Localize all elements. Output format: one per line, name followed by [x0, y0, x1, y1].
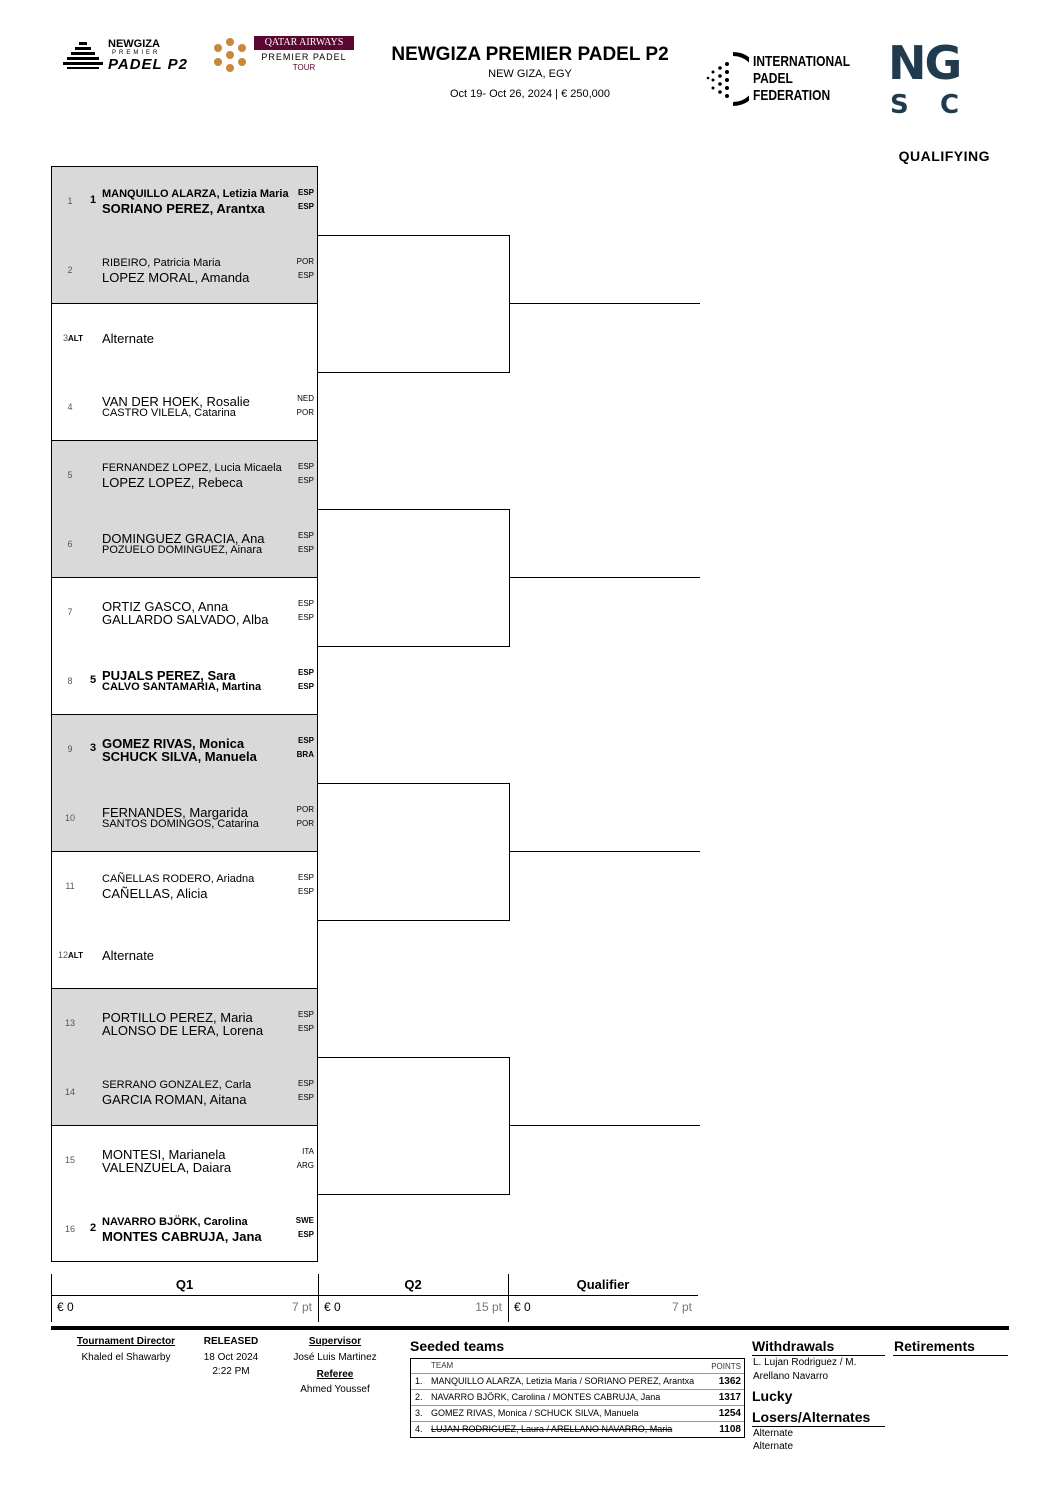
- draw-type-label: QUALIFYING: [898, 148, 990, 164]
- seed-number: 3: [90, 742, 97, 754]
- player-2-nation: ESP: [297, 887, 314, 896]
- player-2-nation: ESP: [297, 270, 314, 280]
- player-1-nation: ITA: [302, 1147, 314, 1156]
- draw-position: 2: [67, 264, 73, 275]
- draw-position: 8: [67, 675, 73, 686]
- player-2-nation: ESP: [297, 1229, 314, 1239]
- qatar-premier-padel-logo: [210, 36, 356, 76]
- lucky-alternate-2: Alternate: [753, 1441, 794, 1452]
- seeded-team-row: [411, 1421, 744, 1437]
- draw-position: 9: [67, 744, 73, 754]
- withdrawal-line2: Arellano Navarro: [753, 1371, 829, 1382]
- q1-winner-line: [318, 509, 509, 510]
- player-2-name: CAÑELLAS, Alicia: [102, 886, 208, 901]
- fip-text: [753, 53, 850, 104]
- seeded-col-points: POINTS: [711, 1362, 741, 1371]
- draw-entry[interactable]: [52, 989, 317, 1058]
- q1-winner-line: [318, 1057, 509, 1058]
- seeded-team-name: MANQUILLO ALARZA, Letizia Maria / SORIANO PEREZ, Arantxa: [431, 1376, 695, 1386]
- player-1-name: DOMINGUEZ GRACIA, Ana: [102, 530, 265, 546]
- premier-padel-label: PREMIER PADEL: [261, 52, 347, 62]
- player-2-nation: ESP: [297, 613, 314, 622]
- q1-winner-line: [318, 235, 509, 236]
- draw-entry[interactable]: [52, 715, 317, 784]
- draw-position: 11: [65, 881, 75, 891]
- seeded-team-name: LUJAN RODRIGUEZ, Laura / ARELLANO NAVARRO, Maria: [431, 1424, 673, 1434]
- draw-entry[interactable]: [52, 647, 317, 716]
- alt-tag: ALT: [68, 334, 83, 343]
- player-1-nation: POR: [296, 256, 314, 266]
- player-2-nation: ESP: [297, 681, 314, 691]
- retirements-title: Retirements: [894, 1338, 975, 1354]
- draw-first-round: [51, 166, 318, 1262]
- draw-position: 10: [64, 812, 75, 823]
- released-label: RELEASED: [203, 1336, 259, 1347]
- draw-entry[interactable]: [52, 784, 317, 853]
- logo-text-premier: PREMIER: [112, 50, 161, 56]
- qatar-airways-label: QATAR AIRWAYS: [254, 36, 354, 50]
- draw-position: 7: [67, 607, 73, 617]
- q1-winner-line: [318, 783, 509, 784]
- player-2-nation: ESP: [297, 1092, 314, 1102]
- round-header-q1: Q1: [175, 1277, 194, 1292]
- player-2-name: CALVO SANTAMARIA, Martina: [102, 680, 262, 693]
- seeded-team-points: 1362: [718, 1376, 741, 1387]
- round-prize-q1: € 0: [57, 1300, 74, 1314]
- draw-entry[interactable]: [52, 921, 317, 990]
- footer-separator: [51, 1326, 1009, 1330]
- player-2-nation: ESP: [297, 1024, 314, 1033]
- player-1-nation: ESP: [297, 599, 314, 608]
- player-1-nation: ESP: [297, 1078, 314, 1088]
- draw-entry[interactable]: [52, 236, 317, 305]
- player-1-name: FERNANDES, Margarida: [102, 804, 248, 820]
- qualifier-line: [509, 577, 700, 578]
- withdrawal-line1: L. Lujan Rodriguez / M.: [753, 1357, 857, 1368]
- qualifier-line: [509, 1125, 700, 1126]
- newgiza-logo: [62, 38, 207, 74]
- player-2-nation: POR: [296, 818, 314, 828]
- player-2-name: SANTOS DOMINGOS, Catarina: [102, 817, 259, 830]
- player-1-nation: ESP: [297, 188, 314, 197]
- fip-text-line2: PADEL: [753, 70, 793, 87]
- seeded-rank: 1.: [415, 1376, 423, 1386]
- round-header-q2: Q2: [404, 1277, 422, 1292]
- withdrawals-title: Withdrawals: [752, 1338, 835, 1354]
- player-2-nation: BRA: [296, 750, 314, 759]
- seeded-team-points: 1317: [718, 1392, 741, 1403]
- seeded-col-team: TEAM: [431, 1361, 454, 1370]
- referee-name: Ahmed Youssef: [300, 1384, 370, 1395]
- round-prize-qualifier: € 0: [514, 1300, 531, 1314]
- seeded-rank: 3.: [415, 1408, 423, 1418]
- player-1-nation: NED: [297, 393, 314, 403]
- flower-icon: [210, 36, 250, 74]
- q1-winner-line: [318, 646, 509, 647]
- player-2-name: LOPEZ LOPEZ, Rebeca: [102, 475, 243, 490]
- player-2-name: GALLARDO SALVADO, Alba: [102, 612, 269, 627]
- supervisor-label: Supervisor: [308, 1336, 362, 1347]
- tournament-title: NEWGIZA PREMIER PADEL P2: [391, 44, 669, 65]
- player-1-nation: ESP: [297, 873, 314, 882]
- seeded-team-name: NAVARRO BJÖRK, Carolina / MONTES CABRUJA, Jana: [431, 1392, 661, 1402]
- qualifier-line: [509, 303, 700, 304]
- seeded-team-row: [411, 1373, 744, 1389]
- player-1-nation: ESP: [297, 462, 314, 471]
- logo-text-padel: PADEL P2: [108, 56, 188, 73]
- ngsc-c-letter: C: [940, 90, 960, 120]
- draw-position: 3: [62, 333, 68, 343]
- draw-position: 4: [67, 401, 73, 412]
- player-2-name: MONTES CABRUJA, Jana: [102, 1228, 262, 1244]
- tour-label: TOUR: [292, 63, 316, 72]
- draw-entry[interactable]: [52, 1195, 317, 1264]
- released-date: 18 Oct 2024: [203, 1352, 259, 1363]
- player-2-name: ALONSO DE LERA, Lorena: [102, 1023, 264, 1038]
- player-1-nation: POR: [296, 804, 314, 814]
- seed-number: 1: [90, 194, 97, 206]
- player-2-nation: ESP: [297, 544, 314, 554]
- draw-position: 6: [67, 538, 73, 549]
- globe-dots-icon: [705, 50, 749, 108]
- seed-number: 2: [90, 1221, 97, 1234]
- player-1-name: GOMEZ RIVAS, Monica: [102, 736, 245, 751]
- ngsc-top-letters: NG: [888, 36, 961, 90]
- seeded-teams-table: [410, 1358, 745, 1438]
- player-1-name: ORTIZ GASCO, Anna: [102, 599, 229, 614]
- lucky-title: Lucky: [752, 1388, 793, 1404]
- draw-entry[interactable]: [52, 373, 317, 442]
- pyramid-icon: [62, 40, 104, 72]
- draw-position: 16: [64, 1223, 75, 1234]
- alt-tag: ALT: [68, 950, 83, 960]
- alternate-label: Alternate: [102, 947, 155, 963]
- player-2-name: LOPEZ MORAL, Amanda: [102, 269, 250, 285]
- player-1-name: SERRANO GONZALEZ, Carla: [102, 1078, 252, 1091]
- player-1-nation: ESP: [297, 736, 314, 745]
- seed-number: 5: [90, 673, 97, 686]
- draw-position: 12: [57, 949, 68, 960]
- seeded-team-points: 1254: [718, 1408, 741, 1419]
- draw-entry[interactable]: [52, 852, 317, 921]
- draw-position: 15: [64, 1155, 75, 1165]
- q1-winner-line: [318, 920, 509, 921]
- logo-text-newgiza: NEWGIZA: [108, 38, 160, 50]
- draw-position: 1: [67, 196, 73, 206]
- seeded-rank: 4.: [415, 1424, 423, 1434]
- player-2-name: POZUELO DOMINGUEZ, Ainara: [102, 543, 263, 556]
- player-1-name: FERNANDEZ LOPEZ, Lucia Micaela: [102, 462, 282, 474]
- player-2-name: VALENZUELA, Daiara: [102, 1160, 232, 1175]
- player-2-nation: ESP: [297, 202, 314, 211]
- fip-logo: [705, 48, 855, 108]
- draw-entry[interactable]: [52, 1126, 317, 1195]
- tournament-dates-prize: Oct 19- Oct 26, 2024 | € 250,000: [449, 88, 610, 100]
- seeded-team-row: [411, 1389, 744, 1405]
- fip-text-line3: FEDERATION: [753, 87, 831, 104]
- round-points-q1: 7 pt: [291, 1300, 312, 1314]
- draw-position: 5: [67, 470, 73, 480]
- draw-entry[interactable]: [52, 578, 317, 647]
- qualifier-line: [509, 851, 700, 852]
- player-1-nation: ESP: [297, 530, 314, 540]
- draw-position: 13: [64, 1018, 75, 1028]
- round-prize-q2: € 0: [324, 1300, 341, 1314]
- round-header-qualifier: Qualifier: [576, 1277, 630, 1292]
- player-2-nation: POR: [296, 407, 314, 417]
- seeded-teams-title: Seeded teams: [410, 1338, 505, 1354]
- director-label: Tournament Director: [76, 1336, 176, 1347]
- round-points-qualifier: 7 pt: [671, 1300, 692, 1314]
- q1-winner-line: [318, 372, 509, 373]
- seeded-rank: 2.: [415, 1392, 423, 1402]
- player-1-nation: ESP: [297, 667, 314, 677]
- player-1-name: PORTILLO PEREZ, Maria: [102, 1010, 253, 1025]
- draw-position: 14: [64, 1086, 75, 1097]
- player-1-name: RIBEIRO, Patricia Maria: [102, 256, 221, 269]
- losers-alternates-title: Losers/Alternates: [752, 1409, 871, 1425]
- player-1-name: MANQUILLO ALARZA, Letizia Maria: [102, 188, 289, 200]
- supervisor-name: José Luis Martinez: [293, 1352, 377, 1363]
- player-2-name: SCHUCK SILVA, Manuela: [102, 749, 257, 764]
- player-2-nation: ARG: [296, 1161, 314, 1170]
- draw-entry[interactable]: [52, 167, 317, 236]
- draw-entry[interactable]: [52, 510, 317, 579]
- referee-label: Referee: [316, 1369, 354, 1380]
- player-2-nation: ESP: [297, 476, 314, 485]
- player-1-name: MONTESI, Marianela: [102, 1147, 226, 1162]
- player-1-nation: ESP: [297, 1010, 314, 1019]
- player-1-name: VAN DER HOEK, Rosalie: [102, 393, 250, 409]
- draw-entry[interactable]: [52, 304, 317, 373]
- q1-winner-line: [318, 1194, 509, 1195]
- ngsc-logo: [888, 36, 966, 122]
- draw-entry[interactable]: [52, 1058, 317, 1127]
- released-time: 2:22 PM: [212, 1366, 250, 1377]
- lucky-alternate-1: Alternate: [753, 1428, 794, 1439]
- draw-entry[interactable]: [52, 441, 317, 510]
- tournament-location: NEW GIZA, EGY: [488, 68, 572, 80]
- seeded-team-name: GOMEZ RIVAS, Monica / SCHUCK SILVA, Manuela: [431, 1408, 639, 1418]
- rounds-table: [51, 1274, 698, 1322]
- alternate-label: Alternate: [102, 331, 155, 346]
- seeded-team-points: 1108: [719, 1424, 741, 1435]
- player-2-name: SORIANO PEREZ, Arantxa: [102, 201, 265, 216]
- player-1-name: PUJALS PEREZ, Sara: [102, 667, 236, 683]
- player-1-name: CAÑELLAS RODERO, Ariadna: [102, 873, 255, 885]
- player-2-name: CASTRO VILELA, Catarina: [102, 406, 236, 419]
- fip-text-line1: INTERNATIONAL: [753, 53, 851, 70]
- director-name: Khaled el Shawarby: [81, 1352, 171, 1363]
- player-1-name: NAVARRO BJÖRK, Carolina: [102, 1215, 248, 1228]
- seeded-team-row: [411, 1405, 744, 1421]
- seeded-table-header: [411, 1359, 744, 1373]
- ngsc-s-letter: S: [890, 90, 909, 120]
- player-1-nation: SWE: [295, 1215, 314, 1225]
- round-points-q2: 15 pt: [475, 1300, 502, 1314]
- player-2-name: GARCIA ROMAN, Aitana: [102, 1091, 247, 1107]
